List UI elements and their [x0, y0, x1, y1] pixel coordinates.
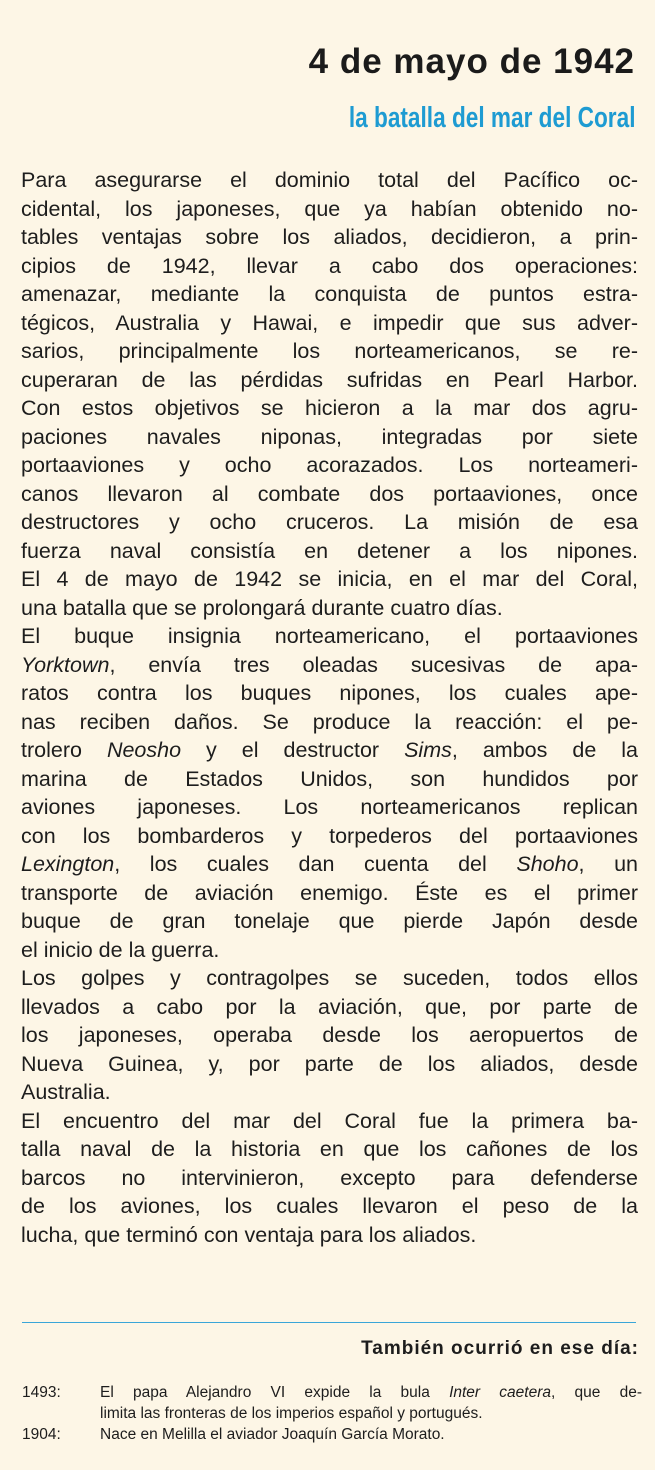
event-text	[100, 1382, 642, 1424]
body-line: Para asegurarse el dominio total del Pacífico oc-	[21, 168, 638, 192]
event-item	[22, 1424, 642, 1445]
body-line: cidental, los japoneses, que ya habían obtenido no-	[21, 196, 638, 221]
body-line: Nueva Guinea, y, por parte de los aliados, desde	[21, 1051, 638, 1076]
body-line: El 4 de mayo de 1942 se inicia, en el mar del Coral,	[21, 567, 638, 591]
body-line: lucha, que terminó con ventaja para los aliados.	[21, 1222, 477, 1247]
body-line: destructores y ocho cruceros. La misión de esa	[21, 510, 638, 534]
event-item	[22, 1382, 642, 1424]
body-line: Con estos objetivos se hicieron a la mar dos agru-	[21, 396, 638, 420]
body-line: paciones navales niponas, integradas por siete	[21, 424, 638, 449]
body-line: Lexington, los cuales dan cuenta del Shoho, un	[21, 852, 638, 876]
body-line: marina de Estados Unidos, son hundidos por	[21, 766, 638, 791]
event-year: 1493:	[22, 1384, 61, 1401]
italic-term: Shoho	[516, 852, 579, 876]
body-line: sarios, principalmente los norteamericanos, se re-	[21, 339, 638, 363]
body-line: Yorktown, envía tres oleadas sucesivas de apa-	[21, 652, 638, 677]
event-text	[100, 1424, 642, 1445]
event-year: 1904:	[22, 1426, 61, 1443]
body-line: ratos contra los buques nipones, los cuales ape-	[21, 681, 638, 705]
body-line: canos llevaron al combate dos portaaviones, once	[21, 481, 638, 506]
event-text-line: El papa Alejandro VI expide la bula Inter caetera, que de-	[100, 1384, 643, 1401]
body-line: talla naval de la historia en que los cañones de los	[21, 1137, 638, 1161]
body-line: trolero Neosho y el destructor Sims, ambos de la	[21, 738, 638, 762]
body-line: portaaviones y ocho acorazados. Los norteameri-	[21, 453, 638, 477]
italic-term: Yorktown	[21, 652, 110, 677]
event-text-line: limita las fronteras de los imperios español y portugués.	[100, 1405, 483, 1422]
body-line: los japoneses, operaba desde los aeropuertos de	[21, 1023, 638, 1047]
section-divider	[22, 1322, 636, 1323]
body-line: llevados a cabo por la aviación, que, por parte de	[21, 994, 638, 1019]
article-body	[21, 166, 638, 1249]
body-line: con los bombarderos y torpederos del portaaviones	[21, 823, 638, 848]
body-line: Australia.	[21, 1080, 111, 1104]
body-line: una batalla que se prolongará durante cuatro días.	[21, 595, 503, 620]
body-line: barcos no intervinieron, excepto para defenderse	[21, 1165, 638, 1190]
body-line: nas reciben daños. Se produce la reacción: el pe-	[21, 709, 638, 734]
body-line: El buque insignia norteamericano, el portaaviones	[21, 624, 638, 648]
italic-term: Sims	[404, 738, 452, 762]
date-title: 4 de mayo de 1942	[308, 42, 635, 81]
body-line: transporte de aviación enemigo. Éste es el primer	[21, 880, 638, 905]
italic-term: Inter caetera	[449, 1384, 552, 1401]
body-line: aviones japoneses. Los norteamericanos replican	[21, 795, 638, 819]
event-text-line: Nace en Melilla el aviador Joaquín García Morato.	[100, 1426, 445, 1443]
body-line: El encuentro del mar del Coral fue la primera ba-	[21, 1108, 638, 1133]
body-line: el inicio de la guerra.	[21, 937, 220, 962]
subtitle: la batalla del mar del Coral	[348, 102, 635, 134]
body-line: buque de gran tonelaje que pierde Japón desde	[21, 909, 638, 933]
body-line: cuperaran de las pérdidas sufridas en Pearl Harbor.	[21, 367, 638, 392]
also-happened-heading: También ocurrió en ese día:	[361, 1338, 639, 1359]
italic-term: Neosho	[106, 738, 182, 762]
events-list	[22, 1382, 642, 1445]
body-line: amenazar, mediante la conquista de puntos estra-	[21, 282, 638, 306]
body-line: tégicos, Australia y Hawai, e impedir que sus adver-	[21, 310, 638, 335]
body-line: fuerza naval consistía en detener a los nipones.	[21, 538, 638, 563]
italic-term: Lexington	[21, 852, 115, 876]
body-line: de los aviones, los cuales llevaron el peso de la	[21, 1194, 638, 1218]
body-line: tables ventajas sobre los aliados, decidieron, a prin-	[21, 225, 638, 249]
body-line: cipios de 1942, llevar a cabo dos operaciones:	[21, 253, 638, 278]
body-line: Los golpes y contragolpes se suceden, todos ellos	[21, 966, 638, 990]
